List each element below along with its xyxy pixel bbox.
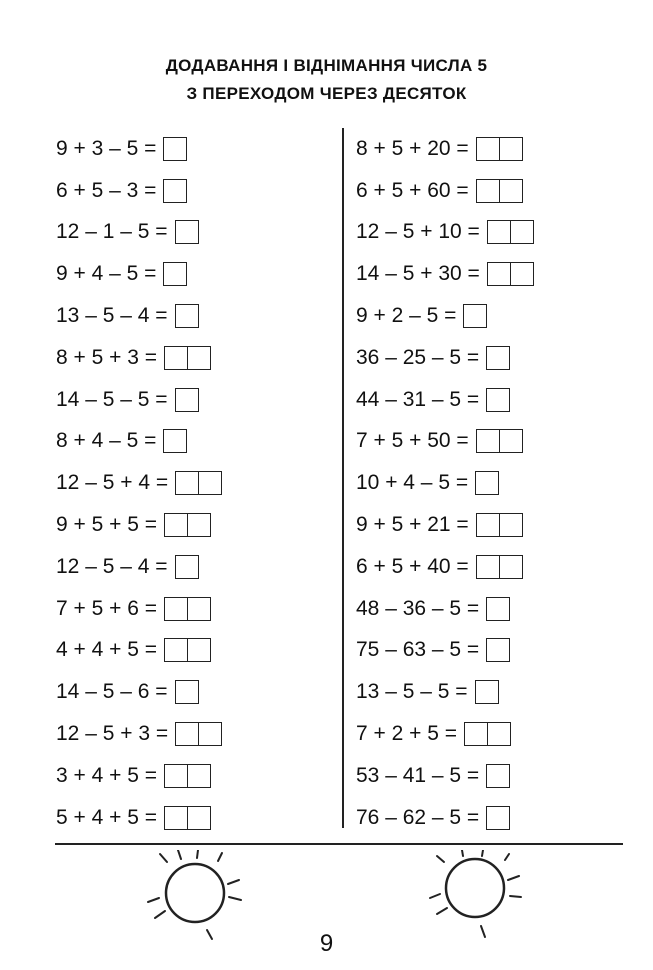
exercise-row: [56, 253, 222, 295]
answer-cell[interactable]: [487, 807, 509, 829]
answer-cell[interactable]: [487, 765, 509, 787]
answer-cell[interactable]: [499, 514, 522, 536]
answer-cell[interactable]: [165, 347, 187, 369]
exercise-row: [56, 671, 222, 713]
right-exercise-column: [356, 128, 534, 839]
one-digit-answer-box[interactable]: [175, 680, 199, 704]
exercise-row: [356, 128, 534, 170]
exercise-row: [56, 421, 222, 463]
answer-cell[interactable]: [477, 514, 499, 536]
page-title-line-2: З ПЕРЕХОДОМ ЧЕРЕЗ ДЕСЯТОК: [186, 84, 467, 103]
exercise-row: [56, 588, 222, 630]
exercise-expression: 36 – 25 – 5 =: [356, 345, 480, 369]
exercise-expression: 9 + 5 + 5 =: [56, 513, 158, 537]
answer-cell[interactable]: [487, 598, 509, 620]
two-digit-answer-box[interactable]: [487, 220, 534, 244]
one-digit-answer-box[interactable]: [486, 346, 510, 370]
ground-line: [55, 843, 623, 845]
two-digit-answer-box[interactable]: [175, 471, 222, 495]
two-digit-answer-box[interactable]: [476, 429, 523, 453]
exercise-row: [56, 379, 222, 421]
exercise-row: [356, 212, 534, 254]
exercise-expression: 48 – 36 – 5 =: [356, 596, 480, 620]
exercise-row: [356, 588, 534, 630]
exercise-row: [56, 212, 222, 254]
exercise-expression: 13 – 5 – 4 =: [56, 304, 168, 328]
answer-cell[interactable]: [176, 472, 198, 494]
two-digit-answer-box[interactable]: [476, 555, 523, 579]
answer-cell[interactable]: [176, 723, 198, 745]
exercise-row: [356, 253, 534, 295]
two-digit-answer-box[interactable]: [164, 513, 211, 537]
page-title-line-1: ДОДАВАННЯ І ВІДНІМАННЯ ЧИСЛА 5: [165, 56, 488, 75]
exercise-row: [56, 295, 222, 337]
answer-cell[interactable]: [487, 389, 509, 411]
answer-cell[interactable]: [477, 430, 499, 452]
exercise-expression: 9 + 2 – 5 =: [356, 304, 457, 328]
answer-cell[interactable]: [176, 389, 198, 411]
exercise-expression: 6 + 5 – 3 =: [56, 178, 157, 202]
exercise-expression: 9 + 3 – 5 =: [56, 136, 157, 160]
answer-cell[interactable]: [510, 221, 533, 243]
answer-cell[interactable]: [164, 138, 186, 160]
answer-cell[interactable]: [499, 430, 522, 452]
answer-cell[interactable]: [499, 138, 522, 160]
two-digit-answer-box[interactable]: [464, 722, 511, 746]
two-digit-answer-box[interactable]: [164, 764, 211, 788]
answer-cell[interactable]: [499, 556, 522, 578]
exercise-row: [56, 128, 222, 170]
answer-cell[interactable]: [165, 514, 187, 536]
answer-cell[interactable]: [165, 598, 187, 620]
exercise-row: [356, 295, 534, 337]
exercise-expression: 9 + 5 + 21 =: [356, 513, 469, 537]
exercise-row: [356, 462, 534, 504]
answer-cell[interactable]: [187, 639, 210, 661]
exercise-expression: 4 + 4 + 5 =: [56, 638, 158, 662]
exercise-row: [56, 462, 222, 504]
exercise-expression: 12 – 5 – 4 =: [56, 554, 168, 578]
one-digit-answer-box[interactable]: [175, 388, 199, 412]
two-digit-answer-box[interactable]: [164, 806, 211, 830]
answer-cell[interactable]: [187, 598, 210, 620]
exercise-expression: 7 + 5 + 6 =: [56, 596, 158, 620]
one-digit-answer-box[interactable]: [163, 429, 187, 453]
one-digit-answer-box[interactable]: [486, 638, 510, 662]
two-digit-answer-box[interactable]: [164, 638, 211, 662]
answer-cell[interactable]: [464, 305, 486, 327]
exercise-row: [356, 421, 534, 463]
answer-cell[interactable]: [164, 180, 186, 202]
one-digit-answer-box[interactable]: [175, 555, 199, 579]
answer-cell[interactable]: [198, 723, 221, 745]
one-digit-answer-box[interactable]: [163, 137, 187, 161]
exercise-expression: 7 + 2 + 5 =: [356, 722, 458, 746]
one-digit-answer-box[interactable]: [486, 597, 510, 621]
answer-cell[interactable]: [477, 180, 499, 202]
exercise-expression: 8 + 5 + 20 =: [356, 136, 469, 160]
two-digit-answer-box[interactable]: [476, 137, 523, 161]
answer-cell[interactable]: [488, 221, 510, 243]
exercise-expression: 12 – 5 + 4 =: [56, 471, 169, 495]
answer-cell[interactable]: [165, 765, 187, 787]
exercise-expression: 14 – 5 – 5 =: [56, 387, 168, 411]
column-divider: [342, 128, 344, 828]
exercise-expression: 14 – 5 – 6 =: [56, 680, 168, 704]
one-digit-answer-box[interactable]: [163, 262, 187, 286]
answer-cell[interactable]: [198, 472, 221, 494]
one-digit-answer-box[interactable]: [463, 304, 487, 328]
exercise-expression: 6 + 5 + 40 =: [356, 554, 469, 578]
exercise-row: [356, 379, 534, 421]
exercise-expression: 75 – 63 – 5 =: [356, 638, 480, 662]
exercise-expression: 3 + 4 + 5 =: [56, 763, 158, 787]
exercise-expression: 12 – 1 – 5 =: [56, 220, 168, 244]
two-digit-answer-box[interactable]: [175, 722, 222, 746]
exercise-row: [56, 755, 222, 797]
exercise-expression: 6 + 5 + 60 =: [356, 178, 469, 202]
exercise-expression: 9 + 4 – 5 =: [56, 262, 157, 286]
answer-cell[interactable]: [487, 347, 509, 369]
exercise-expression: 76 – 62 – 5 =: [356, 805, 480, 829]
two-digit-answer-box[interactable]: [164, 597, 211, 621]
answer-cell[interactable]: [187, 807, 210, 829]
answer-cell[interactable]: [187, 347, 210, 369]
one-digit-answer-box[interactable]: [475, 680, 499, 704]
answer-cell[interactable]: [499, 180, 522, 202]
answer-cell[interactable]: [164, 430, 186, 452]
answer-cell[interactable]: [488, 263, 510, 285]
exercise-row: [356, 713, 534, 755]
exercise-row: [56, 546, 222, 588]
one-digit-answer-box[interactable]: [486, 388, 510, 412]
exercise-expression: 14 – 5 + 30 =: [356, 262, 480, 286]
exercise-row: [356, 546, 534, 588]
exercise-expression: 13 – 5 – 5 =: [356, 680, 468, 704]
exercise-expression: 5 + 4 + 5 =: [56, 805, 158, 829]
answer-cell[interactable]: [487, 723, 510, 745]
exercise-row: [56, 630, 222, 672]
exercise-row: [356, 337, 534, 379]
exercise-expression: 53 – 41 – 5 =: [356, 763, 480, 787]
exercise-row: [56, 713, 222, 755]
one-digit-answer-box[interactable]: [175, 220, 199, 244]
answer-cell[interactable]: [176, 221, 198, 243]
exercise-expression: 8 + 4 – 5 =: [56, 429, 157, 453]
exercise-expression: 10 + 4 – 5 =: [356, 471, 469, 495]
exercise-row: [56, 797, 222, 839]
answer-cell[interactable]: [176, 556, 198, 578]
exercise-expression: 12 – 5 + 10 =: [356, 220, 480, 244]
answer-cell[interactable]: [187, 514, 210, 536]
one-digit-answer-box[interactable]: [486, 806, 510, 830]
answer-cell[interactable]: [476, 681, 498, 703]
one-digit-answer-box[interactable]: [486, 764, 510, 788]
answer-cell[interactable]: [165, 639, 187, 661]
two-digit-answer-box[interactable]: [476, 179, 523, 203]
answer-cell[interactable]: [187, 765, 210, 787]
one-digit-answer-box[interactable]: [475, 471, 499, 495]
exercise-row: [56, 504, 222, 546]
answer-cell[interactable]: [477, 138, 499, 160]
answer-cell[interactable]: [165, 807, 187, 829]
one-digit-answer-box[interactable]: [163, 179, 187, 203]
two-digit-answer-box[interactable]: [164, 346, 211, 370]
answer-cell[interactable]: [477, 556, 499, 578]
answer-cell[interactable]: [476, 472, 498, 494]
exercise-expression: 12 – 5 + 3 =: [56, 722, 169, 746]
left-exercise-column: [56, 128, 222, 839]
exercise-expression: 44 – 31 – 5 =: [356, 387, 480, 411]
exercise-expression: 7 + 5 + 50 =: [356, 429, 469, 453]
exercise-row: [356, 671, 534, 713]
two-digit-answer-box[interactable]: [476, 513, 523, 537]
answer-cell[interactable]: [176, 305, 198, 327]
two-digit-answer-box[interactable]: [487, 262, 534, 286]
page-number: 9: [319, 930, 334, 957]
answer-cell[interactable]: [465, 723, 487, 745]
answer-cell[interactable]: [487, 639, 509, 661]
exercise-row: [356, 630, 534, 672]
exercise-row: [356, 755, 534, 797]
exercise-row: [56, 170, 222, 212]
exercise-row: [356, 797, 534, 839]
exercise-row: [356, 504, 534, 546]
exercise-expression: 8 + 5 + 3 =: [56, 345, 158, 369]
exercise-row: [56, 337, 222, 379]
answer-cell[interactable]: [176, 681, 198, 703]
answer-cell[interactable]: [164, 263, 186, 285]
exercise-row: [356, 170, 534, 212]
one-digit-answer-box[interactable]: [175, 304, 199, 328]
answer-cell[interactable]: [510, 263, 533, 285]
